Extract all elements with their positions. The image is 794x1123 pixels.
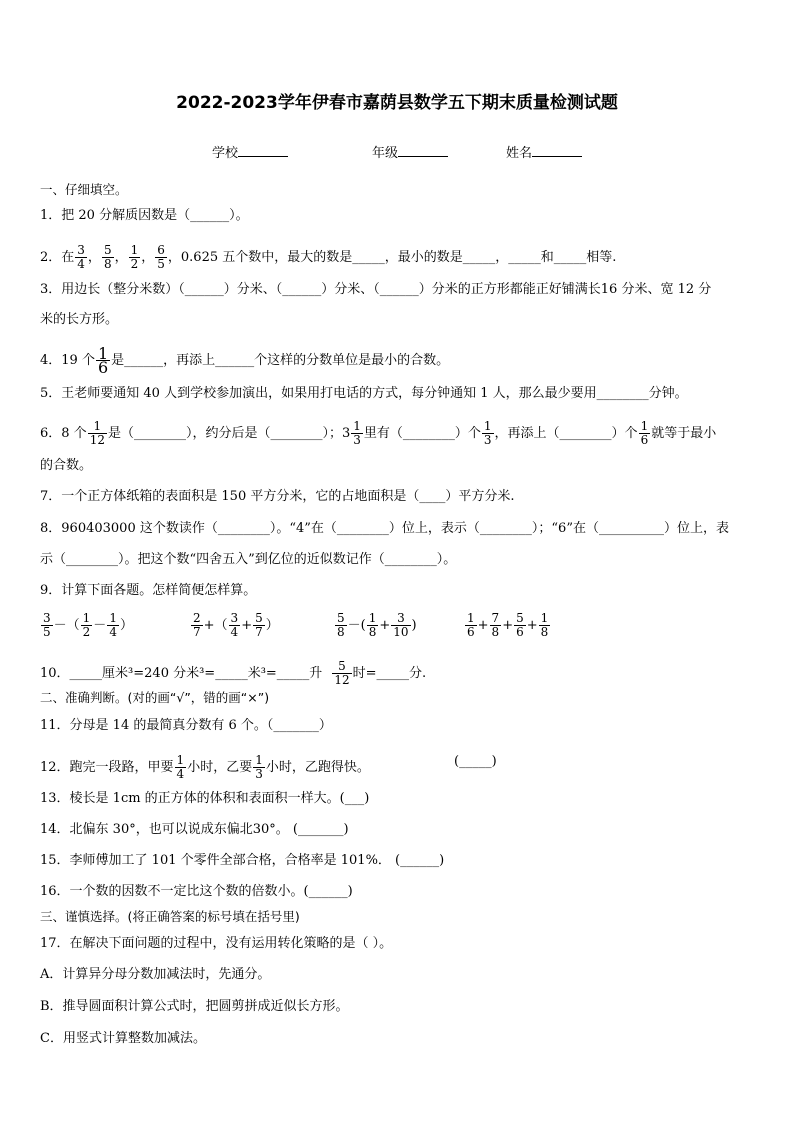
- fraction: $\frac{3}{4}$: [77, 243, 85, 271]
- fraction: $\frac{1}{12}$: [89, 419, 105, 447]
- expression-3: $\frac{5}{8}$ －( $\frac{1}{8}$ + $\frac{3}{10}$ ): [337, 611, 417, 639]
- option-c: C．用竖式计算整数加减法。: [40, 1031, 206, 1046]
- question-15: 15．李师傅加工了 101 个零件全部合格，合格率是 101%． (______): [40, 853, 445, 868]
- question-1: 1．把 20 分解质因数是（______）。: [40, 208, 249, 223]
- school-field[interactable]: [212, 142, 288, 161]
- question-8-line-1: 8．960403000 这个数读作（________）。“4”在（________）位上，表示（________）；“6”在（__________）位上，表: [40, 521, 729, 536]
- expression-1: $\frac{3}{5}$ －（ $\frac{1}{2}$ － $\frac{1}{4}$ ）: [43, 611, 133, 639]
- question-2: 2．在 $\frac{3}{4}$ ， $\frac{5}{8}$ ， $\frac{1}{2}$ ， $\frac{6}{5}$ ，0.625 五个数中，最大的数是_____，最小的数是_____，_____和_____相等.: [40, 243, 617, 271]
- school-label: 学校: [212, 146, 239, 161]
- fraction: $\frac{1}{6}$: [97, 344, 109, 377]
- question-3-line-2: 米的长方形。: [40, 312, 119, 327]
- fraction: $\frac{1}{3}$: [255, 753, 263, 781]
- page-title: 2022-2023学年伊春市嘉荫县数学五下期末质量检测试题: [176, 93, 618, 113]
- question-8-line-2: 示（________）。把这个数“四舍五入”到亿位的近似数记作（________）。: [40, 552, 457, 567]
- option-b: B．推导圆面积计算公式时，把圆剪拼成近似长方形。: [40, 999, 349, 1014]
- section-2-heading: 二、准确判断。(对的画“√”，错的画“×”): [40, 690, 270, 705]
- question-5: 5．王老师要通知 40 人到学校参加演出，如果用打电话的方式，每分钟通知 1 人，那么最少要用________分钟。: [40, 386, 688, 401]
- question-13: 13．棱长是 1cm 的正方体的体积和表面积一样大。(___): [40, 791, 370, 806]
- question-9: 9．计算下面各题。怎样简便怎样算。: [40, 583, 257, 598]
- question-17: 17．在解决下面问题的过程中，没有运用转化策略的是（ ）。: [40, 936, 393, 951]
- question-6-line-2: 的合数。: [40, 458, 93, 473]
- expression-2: $\frac{2}{7}$ +（ $\frac{3}{4}$ + $\frac{5}{7}$ ）: [193, 611, 279, 639]
- question-3-line-1: 3．用边长（整分米数）（______）分米、（______）分米、（______）分米的正方形都能正好铺满长16 分米、宽 12 分: [40, 282, 712, 297]
- question-12: 12．跑完一段路，甲要 $\frac{1}{4}$ 小时，乙要 $\frac{1}{3}$ 小时，乙跑得快。 (_____): [40, 753, 497, 781]
- fraction: $\frac{1}{6}$: [640, 419, 649, 447]
- grade-label: 年级: [372, 146, 399, 161]
- question-11: 11．分母是 14 的最简真分数有 6 个。（_______）: [40, 718, 332, 733]
- fraction: $\frac{1}{3}$: [353, 419, 361, 447]
- option-a: A．计算异分母分数加减法时，先通分。: [40, 967, 271, 982]
- name-label: 姓名: [506, 146, 533, 161]
- section-1-heading: 一、仔细填空。: [40, 182, 128, 197]
- section-3-heading: 三、谨慎选择。(将正确答案的标号填在括号里): [40, 909, 300, 924]
- fraction: $\frac{5}{8}$: [103, 243, 112, 271]
- question-4: 4．19 个 $\frac{1}{6}$ 是______，再添上______个这样的分数单位是最小的合数。: [40, 344, 450, 377]
- grade-field[interactable]: [372, 142, 448, 161]
- fraction: $\frac{6}{5}$: [157, 243, 165, 271]
- question-14: 14．北偏东 30°，也可以说成东偏北30°。 (_______): [40, 822, 349, 837]
- fraction: $\frac{1}{3}$: [483, 419, 492, 447]
- question-7: 7．一个正方体纸箱的表面积是 150 平方分米，它的占地面积是（____）平方分米.: [40, 489, 515, 504]
- name-field[interactable]: [506, 142, 582, 161]
- fraction: $\frac{1}{4}$: [176, 753, 185, 781]
- question-10: 10．_____厘米³=240 分米³=_____米³=_____升 $\frac{5}{12}$ 时=_____分.: [40, 659, 427, 687]
- question-6-line-1: 6．8 个 $\frac{1}{12}$ 是（________），约分后是（________）；3 $\frac{1}{3}$ 里有（________）个 $\frac{1}{3}$ ，再添上（________）个 $\frac{1}{6}$ 就等于最小: [40, 419, 717, 447]
- question-16: 16．一个数的因数不一定比这个数的倍数小。(______): [40, 884, 353, 899]
- expression-4: $\frac{1}{6}$ + $\frac{7}{8}$ + $\frac{5}{6}$ + $\frac{1}{8}$: [467, 611, 549, 639]
- fraction: $\frac{1}{2}$: [130, 243, 139, 271]
